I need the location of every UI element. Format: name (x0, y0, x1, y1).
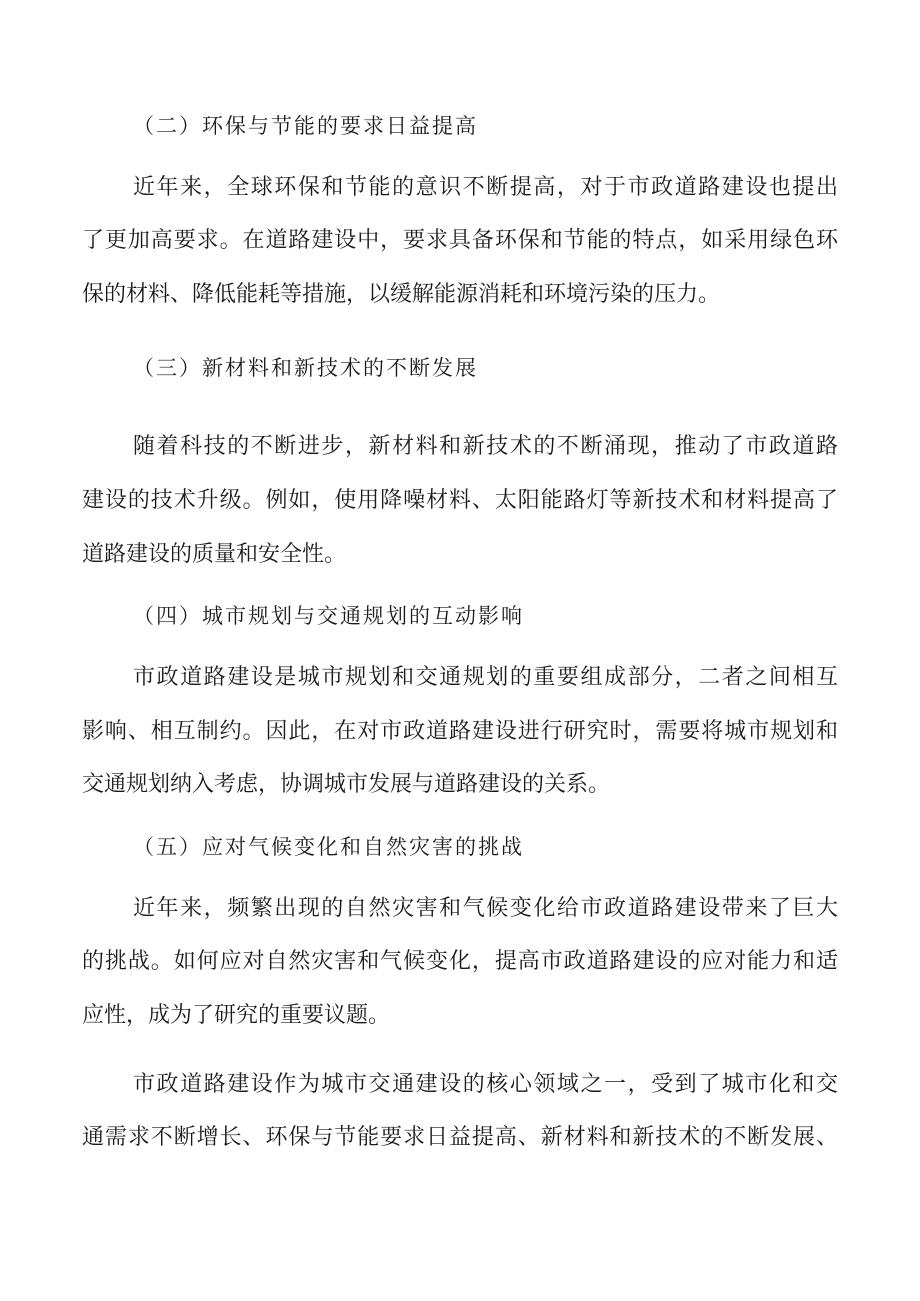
paragraph-line: 道路建设的质量和安全性。 (82, 542, 347, 567)
paragraph-line: 近年来，全球环保和节能的意识不断提高，对于市政道路建设也提出 (133, 175, 840, 200)
paragraph-line: 建设的技术升级。例如，使用降噪材料、太阳能路灯等新技术和材料提高了 (82, 488, 839, 513)
section-heading-5: （五）应对气候变化和自然灾害的挑战 (133, 835, 524, 859)
paragraph-line: 保的材料、降低能耗等措施，以缓解能源消耗和环境污染的压力。 (82, 282, 721, 307)
section-heading-3: （三）新材料和新技术的不断发展 (133, 356, 478, 380)
paragraph-line: 交通规划纳入考虑，协调城市发展与道路建设的关系。 (82, 772, 611, 797)
section-heading-2: （二）环保与节能的要求日益提高 (133, 114, 478, 138)
paragraph-line: 随着科技的不断进步，新材料和新技术的不断涌现，推动了市政道路 (133, 434, 840, 459)
section-heading-4: （四）城市规划与交通规划的互动影响 (133, 604, 524, 628)
paragraph-line: 近年来，频繁出现的自然灾害和气候变化给市政道路建设带来了巨大 (133, 896, 840, 921)
paragraph-line: 的挑战。如何应对自然灾害和气候变化，提高市政道路建设的应对能力和适 (82, 949, 839, 974)
paragraph-line: 通需求不断增长、环保与节能要求日益提高、新材料和新技术的不断发展、 (82, 1125, 839, 1150)
paragraph-line: 市政道路建设作为城市交通建设的核心领域之一，受到了城市化和交 (133, 1072, 840, 1097)
paragraph-line: 应性，成为了研究的重要议题。 (82, 1003, 391, 1028)
paragraph-line: 了更加高要求。在道路建设中，要求具备环保和节能的特点，如采用绿色环 (82, 228, 839, 253)
paragraph-line: 市政道路建设是城市规划和交通规划的重要组成部分，二者之间相互 (133, 665, 840, 690)
paragraph-line: 影响、相互制约。因此，在对市政道路建设进行研究时，需要将城市规划和 (82, 719, 839, 744)
